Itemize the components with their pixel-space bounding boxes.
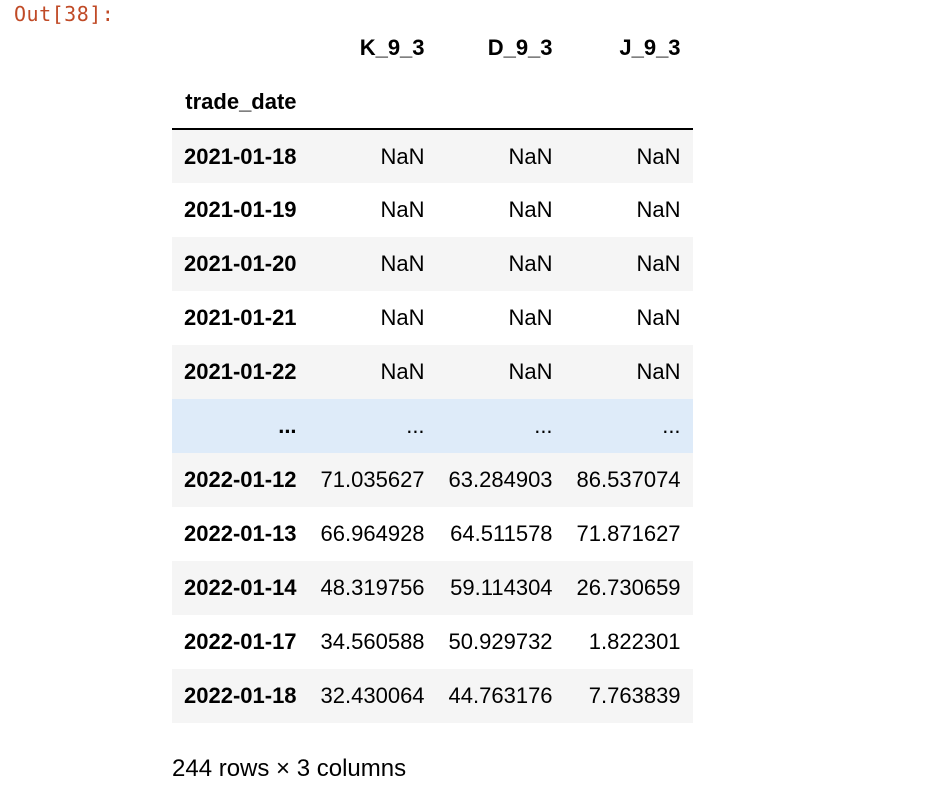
table-cell: NaN	[508, 359, 553, 384]
table-cell: 48.319756	[320, 575, 425, 600]
table-cell: 66.964928	[320, 521, 425, 546]
table-cell: NaN	[508, 305, 553, 330]
table-cell: NaN	[636, 305, 681, 330]
index-name-filler	[309, 76, 437, 129]
index-name: trade_date	[185, 89, 297, 114]
table-row	[172, 561, 693, 615]
row-index: 2022-01-14	[184, 575, 297, 600]
table-cell: 71.871627	[576, 521, 681, 546]
table-row	[172, 615, 693, 669]
table-cell: 26.730659	[576, 575, 681, 600]
row-index: 2022-01-12	[184, 467, 297, 492]
table-row	[172, 237, 693, 291]
table-cell: ...	[406, 413, 425, 438]
table-cell: 63.284903	[448, 467, 553, 492]
table-cell: NaN	[380, 251, 425, 276]
table-cell: 86.537074	[576, 467, 681, 492]
index-name-row	[172, 76, 693, 129]
table-cell: 64.511578	[450, 521, 553, 546]
dataframe-shape-summary: 244 rows × 3 columns	[172, 755, 407, 782]
row-index: 2022-01-18	[184, 683, 297, 708]
header-corner	[172, 18, 309, 76]
table-row	[172, 183, 693, 237]
table-cell: NaN	[380, 197, 425, 222]
row-index: 2021-01-22	[184, 359, 297, 384]
table-row	[172, 669, 693, 723]
table-cell: 71.035627	[320, 467, 425, 492]
table-cell: NaN	[508, 197, 553, 222]
table-cell: NaN	[636, 359, 681, 384]
table-cell: 7.763839	[588, 683, 681, 708]
table-row	[172, 129, 693, 183]
index-name-filler	[565, 76, 693, 129]
table-cell: NaN	[636, 197, 681, 222]
table-cell: NaN	[508, 143, 553, 169]
table-cell: NaN	[380, 305, 425, 330]
index-name-filler	[437, 76, 565, 129]
table-row	[172, 291, 693, 345]
ellipsis-row	[172, 399, 693, 453]
output-prompt: Out[38]:	[14, 2, 115, 26]
table-cell: ...	[662, 413, 681, 438]
row-index: 2021-01-19	[184, 197, 297, 222]
table-cell: NaN	[636, 251, 681, 276]
row-index: ...	[278, 413, 297, 438]
table-cell: NaN	[508, 251, 553, 276]
table-row	[172, 345, 693, 399]
table-cell: 59.114304	[450, 575, 553, 600]
table-cell: NaN	[380, 359, 425, 384]
row-index: 2021-01-20	[184, 251, 297, 276]
dataframe-table	[172, 18, 693, 723]
table-cell: ...	[534, 413, 553, 438]
table-cell: 1.822301	[588, 629, 681, 654]
row-index: 2022-01-13	[184, 521, 297, 546]
table-row	[172, 453, 693, 507]
row-index: 2021-01-21	[184, 305, 297, 330]
column-header: D_9_3	[487, 35, 553, 60]
table-cell: NaN	[636, 143, 681, 169]
column-header: J_9_3	[619, 35, 681, 60]
table-cell: 32.430064	[320, 683, 425, 708]
row-index: 2022-01-17	[184, 629, 297, 654]
table-cell: 34.560588	[320, 629, 425, 654]
table-cell: NaN	[380, 143, 425, 169]
row-index: 2021-01-18	[184, 143, 297, 169]
column-header-row	[172, 18, 693, 76]
table-cell: 44.763176	[448, 683, 553, 708]
column-header: K_9_3	[359, 35, 425, 60]
table-cell: 50.929732	[448, 629, 553, 654]
table-row	[172, 507, 693, 561]
